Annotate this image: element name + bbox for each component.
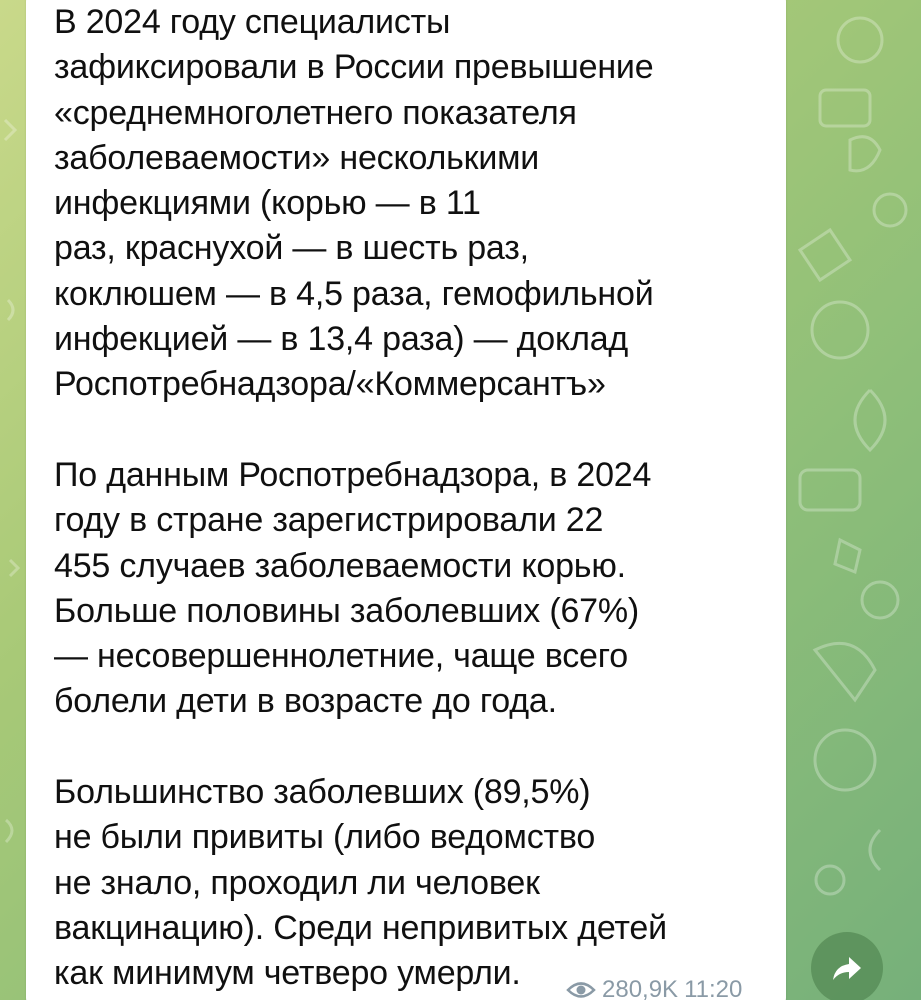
forward-arrow-icon [830, 951, 864, 985]
views-count: 280,9K [602, 976, 679, 1000]
message-bubble [26, 0, 786, 1000]
eye-icon [566, 979, 596, 1000]
message-meta [566, 976, 742, 1000]
message-paragraph-3: Большинство заболевших (89,5%) не были привиты (либо ведомство не знало, проходил ли человек вакцинацию). Среди непривитых детей как минимум четверо умерли. [54, 773, 667, 993]
forward-button[interactable] [811, 932, 883, 1000]
message-time: 11:20 [684, 976, 743, 1000]
message-paragraph-2: По данным Роспотребнадзора, в 2024 году в стране зарегистрировали 22 455 случаев заболеваемости корью. Больше половины заболевших (67%) — несовершеннолетние, чаще всего болели дети в возрасте до года. [54, 455, 652, 721]
message-paragraph-1: В 2024 году специалисты зафиксировали в России превышение «среднемноголетнего показателя заболеваемости» несколькими инфекциями (корью — в 11 раз, краснухой — в шесть раз, коклюшем — в 4,5 раза, гемофильной инфекцией — в 13,4 раза) — доклад Роспотребнадзора/«Коммерсантъ» [54, 3, 654, 404]
message-text [54, 0, 774, 997]
